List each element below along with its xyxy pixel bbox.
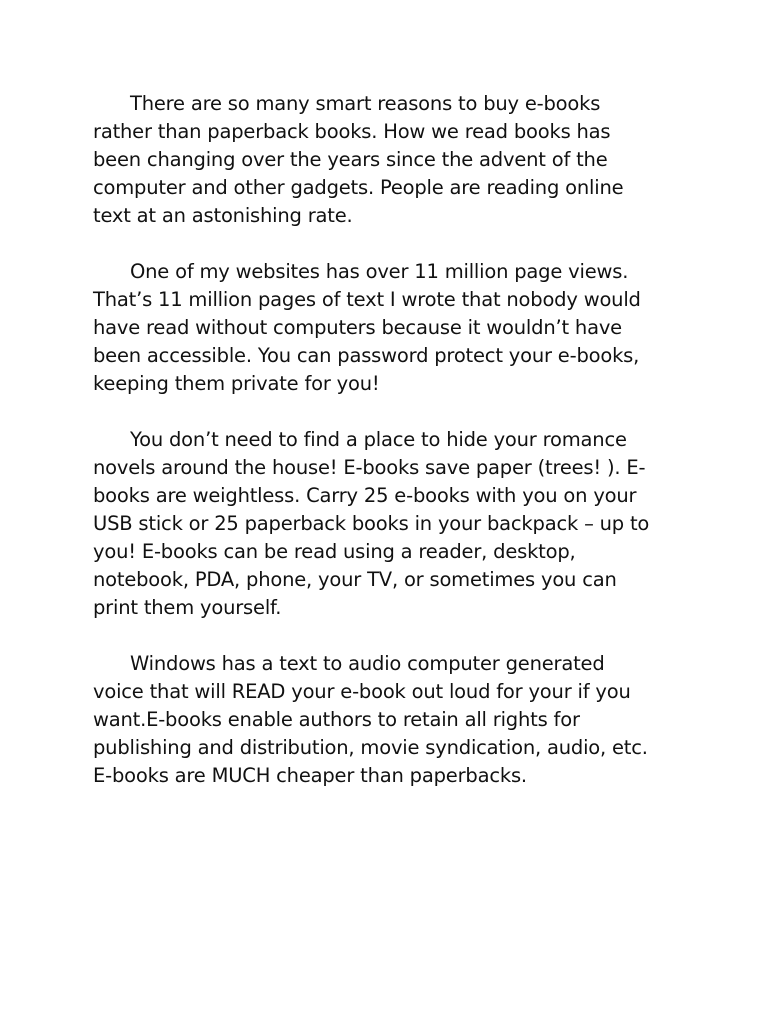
paragraph-ebook-reasons xyxy=(93,90,683,230)
paragraph-line: rather than paperback books. How we read books has xyxy=(93,120,611,143)
paragraph-line: novels around the house! E-books save paper (trees! ). E- xyxy=(93,456,646,479)
paragraph-page-views xyxy=(93,258,683,398)
paragraph-line: text at an astonishing rate. xyxy=(93,204,353,227)
paragraph-line: There are so many smart reasons to buy e-books xyxy=(130,92,601,115)
paragraph-line: books are weightless. Carry 25 e-books with you on your xyxy=(93,484,637,507)
paragraph-line: notebook, PDA, phone, your TV, or sometimes you can xyxy=(93,568,617,591)
paragraph-line: been accessible. You can password protect your e-books, xyxy=(93,344,640,367)
paragraph-line: USB stick or 25 paperback books in your backpack – up to xyxy=(93,512,650,535)
paragraph-audio-rights xyxy=(93,650,683,790)
paragraph-line: computer and other gadgets. People are reading online xyxy=(93,176,624,199)
paragraph-line: voice that will READ your e-book out loud for your if you xyxy=(93,680,631,703)
paragraph-line: One of my websites has over 11 million page views. xyxy=(130,260,629,283)
paragraph-line: You don’t need to find a place to hide your romance xyxy=(130,428,627,451)
paragraph-line: want.E-books enable authors to retain all rights for xyxy=(93,708,580,731)
paragraph-line: keeping them private for you! xyxy=(93,372,380,395)
paragraph-line: E-books are MUCH cheaper than paperbacks. xyxy=(93,764,527,787)
document-body xyxy=(93,90,683,818)
paragraph-line: Windows has a text to audio computer generated xyxy=(130,652,605,675)
paragraph-line: have read without computers because it wouldn’t have xyxy=(93,316,622,339)
paragraph-line: been changing over the years since the advent of the xyxy=(93,148,608,171)
paragraph-line: print them yourself. xyxy=(93,596,282,619)
paragraph-line: you! E-books can be read using a reader, desktop, xyxy=(93,540,576,563)
paragraph-line: publishing and distribution, movie syndication, audio, etc. xyxy=(93,736,648,759)
paragraph-portability xyxy=(93,426,683,622)
paragraph-line: That’s 11 million pages of text I wrote that nobody would xyxy=(93,288,641,311)
